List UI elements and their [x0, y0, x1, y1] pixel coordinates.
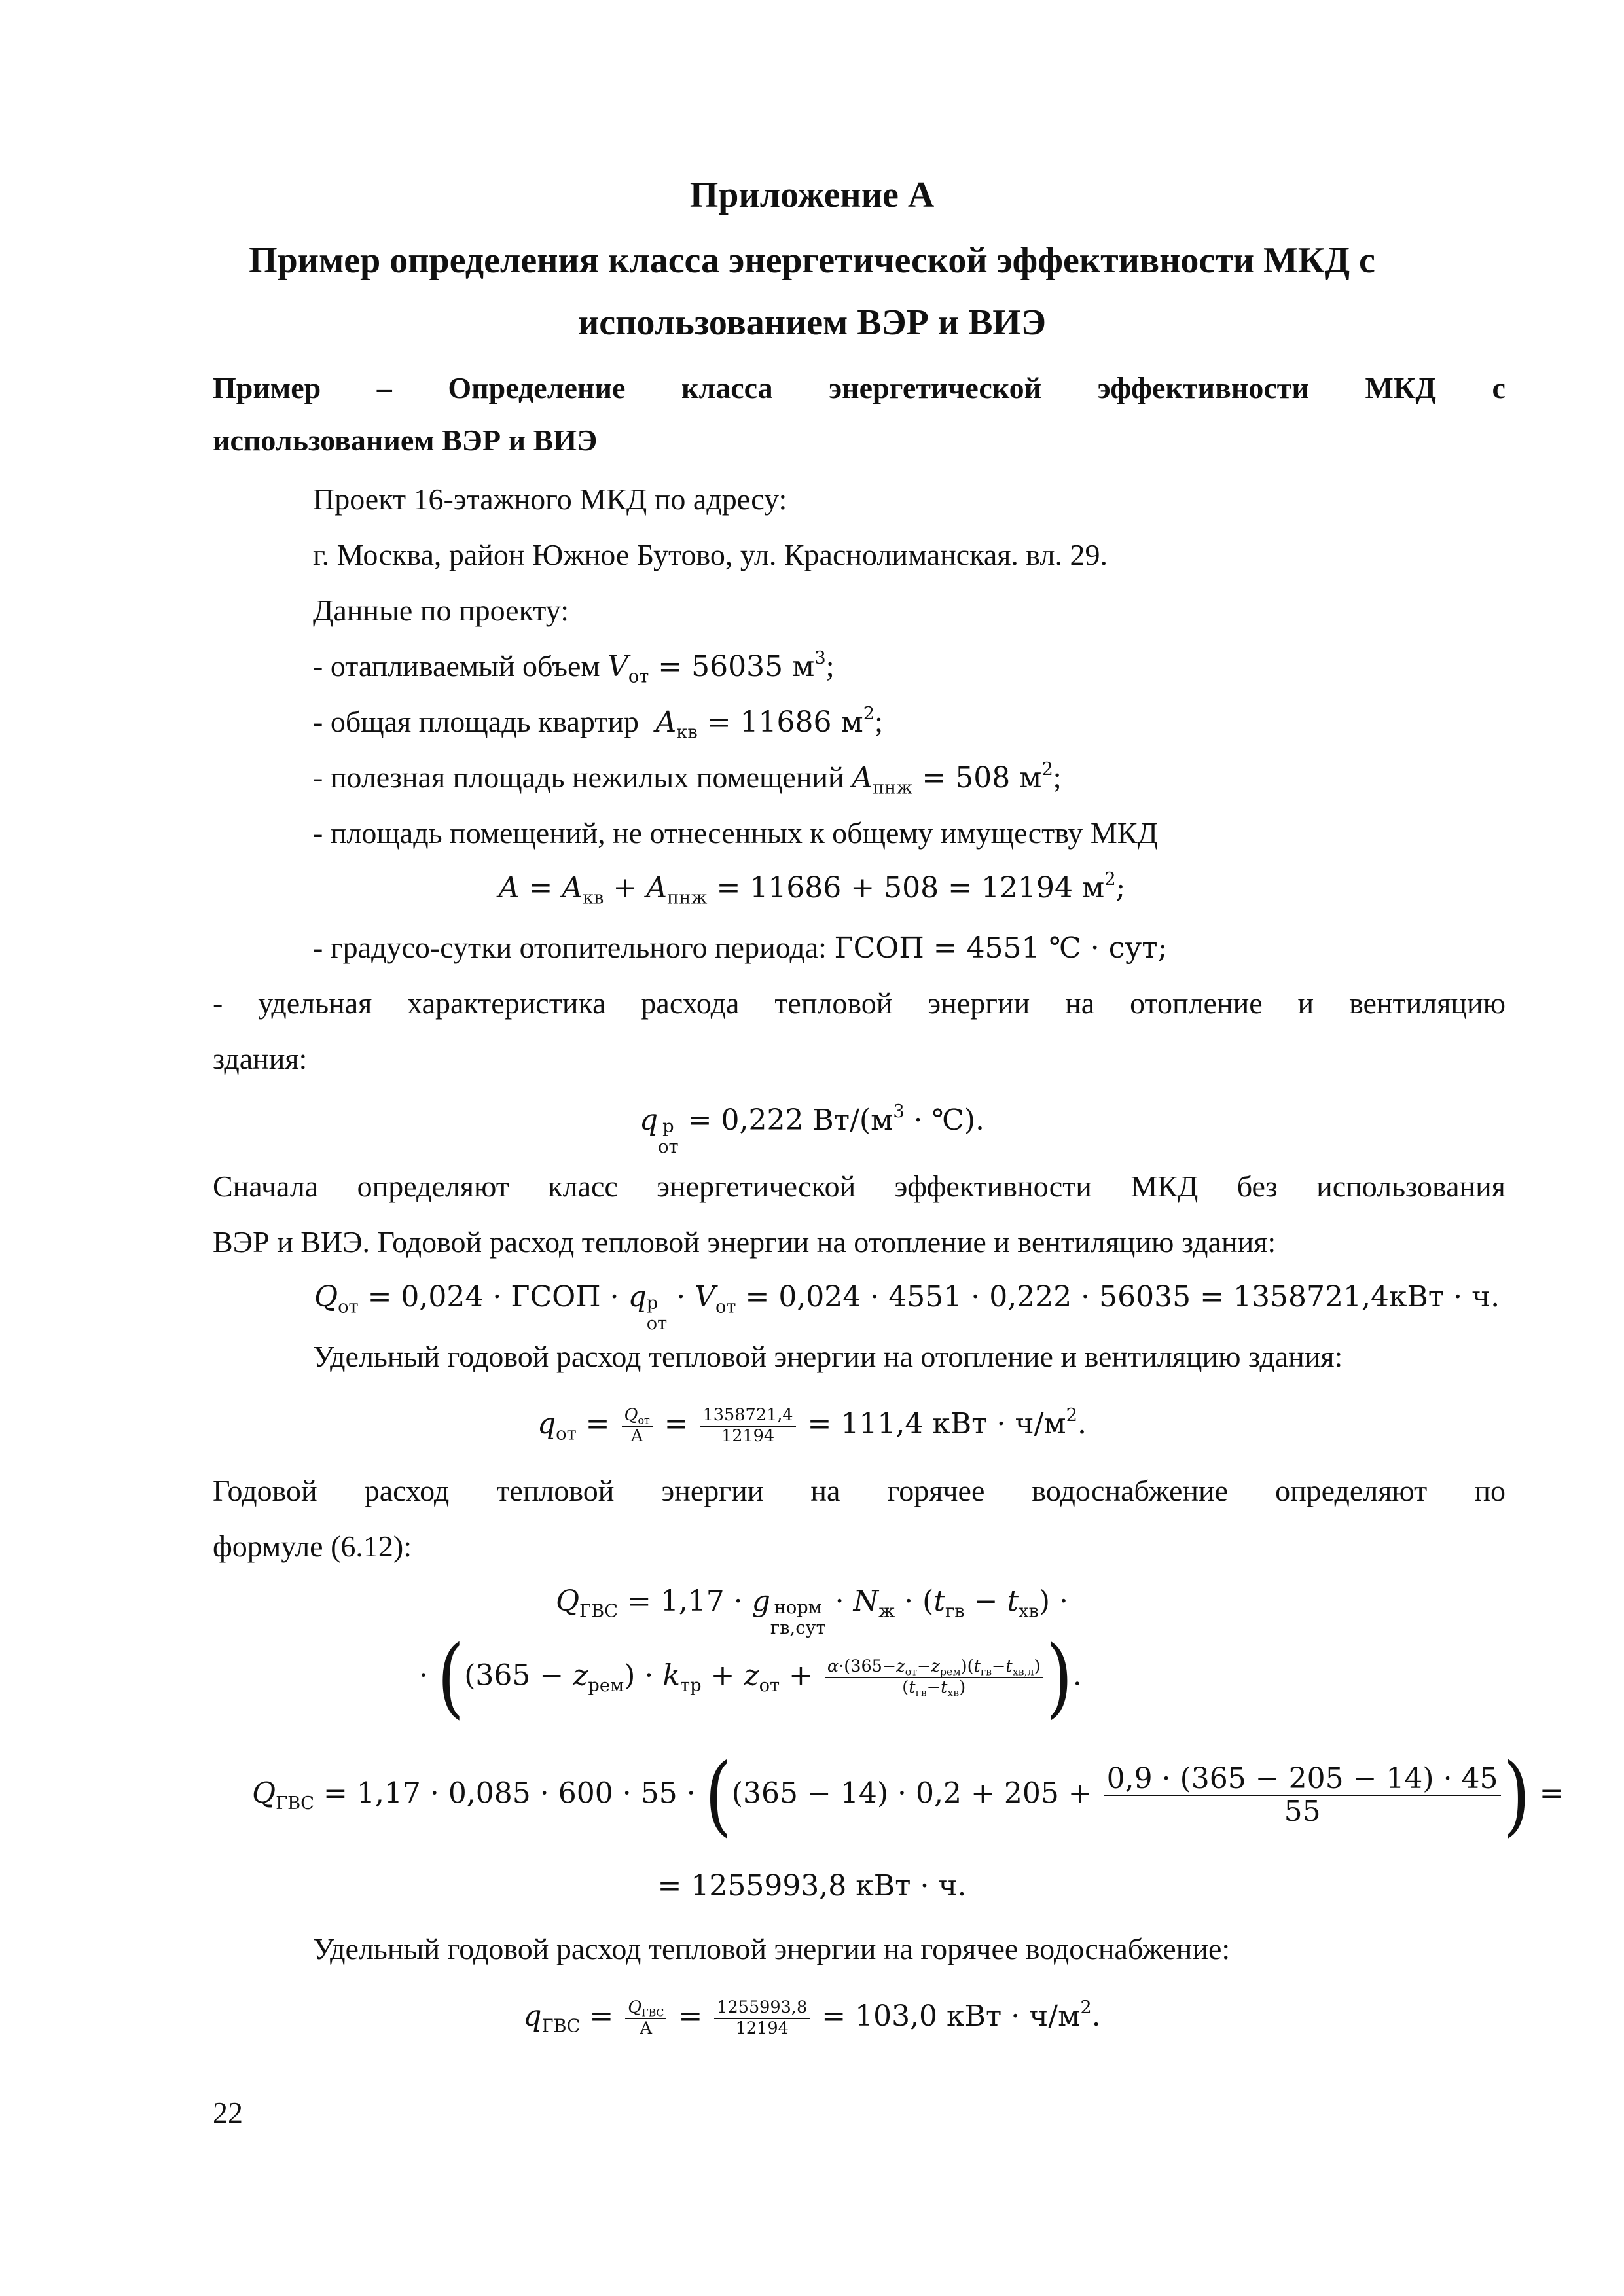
q-formula: q р от = 0,222 $Вт/(м^3$ · ℃).	[639, 1101, 985, 1158]
example-heading-cont: использованием ВЭР и ВИЭ	[213, 423, 598, 457]
heading-line-1: Пример определения класса энергетической эффективности МКД с	[249, 240, 1375, 281]
area-item: - общая площадь квартир $A_{кв} = 11686$ $м^2$;	[313, 703, 883, 743]
volume-item: - отапливаемый объем $V_{от} = 56035$ $м^3$;	[313, 647, 835, 687]
project-line: Проект 16-этажного МКД по адресу:	[313, 482, 787, 516]
heading-line-2: использованием ВЭР и ВИЭ	[578, 302, 1046, 343]
gvs-result: = 1255993,8 кВт · ч.	[657, 1869, 967, 1903]
para1-line2: ВЭР и ВИЭ. Годовой расход тепловой энергии на отопление и вентиляцию здания:	[213, 1225, 1276, 1259]
total-area-item: - площадь помещений, не отнесенных к общему имуществу МКД	[313, 816, 1158, 850]
data-heading: Данные по проекту:	[313, 594, 569, 627]
para1-line1: Сначала определяют класс энергетической эффективности МКД без использования	[213, 1170, 1506, 1203]
para2-line2: формуле (6.12):	[213, 1530, 412, 1563]
appendix-title: Приложение А	[689, 175, 935, 215]
page-number: 22	[213, 2096, 243, 2129]
char-item: - удельная характеристика расхода тепловой энергии на отопление и вентиляцию	[213, 986, 1506, 1020]
q-annual-formula: $Q_{от} = 0,024$ · ГСОП · q р от · $V_{от} = 0,024 \cdot 4551 \cdot 0,222 \cdot 56035 = 1358721,4кВт \cdot ч$.	[314, 1280, 1500, 1335]
spec-gvs-text: Удельный годовой расход тепловой энергии на горячее водоснабжение:	[313, 1932, 1231, 1965]
gvs-formula-line2: · ($(365 - z_{рем}) \cdot k_{тр} + z_{от}$ + $\frac{\alpha\cdot(365-z_{от}-z_{рем})(t_{гв}-t_{хв,л})}{(t_{гв}-t_{хв})}$ ).	[419, 1626, 1082, 1728]
gvs-formula-line1: $Q_{ГВС} = 1,17 \cdot g$ норм гв,сут · $N_ж \cdot (t_{гв} - t_{хв})$ ·	[555, 1585, 1069, 1639]
nonres-item: - полезная площадь нежилых помещений $A_{пнж} = 508$ $м^2$;	[313, 759, 1062, 798]
address-line: г. Москва, район Южное Бутово, ул. Краснолиманская. вл. 29.	[313, 538, 1108, 571]
char-item-cont: здания:	[213, 1042, 308, 1075]
gsop-item: - градусо-сутки отопительного периода: ГСОП = 4551 ℃ · сут;	[313, 931, 1168, 965]
example-heading: Пример – Определение класса энергетической эффективности МКД с	[213, 371, 1506, 404]
spec-heat-formula: $q_{от}$ = $\frac{Q_{от}}{A}$ = $\frac{1358721,4}{12194}$ = 111,4 кВт · $ч/м^2$.	[537, 1405, 1087, 1446]
gvs-calc-line1: $Q_{ГВС} = 1,17 \cdot 0,085 \cdot 600 \cdot 55 \cdot ((365 - 14) \cdot 0,2 + 205$ + $\frac{0,9 \cdot (365 - 205 - 14) \cdot 45}{55}$ ) =	[252, 1744, 1564, 1846]
para2-line1: Годовой расход тепловой энергии на горячее водоснабжение определяют по	[213, 1474, 1506, 1507]
spec-gvs-formula: $q_{ГВС}$ = $\frac{Q_{ГВС}}{A}$ = $\frac{1255993,8}{12194}$ = 103,0 кВт · $ч/м^2$.	[523, 1997, 1101, 2038]
spec-heat-text: Удельный годовой расход тепловой энергии на отопление и вентиляцию здания:	[313, 1340, 1343, 1373]
total-area-formula: $A = A_{кв} + A_{пнж} = 11686 + 508 = 12194$ $м^2$;	[498, 869, 1126, 908]
